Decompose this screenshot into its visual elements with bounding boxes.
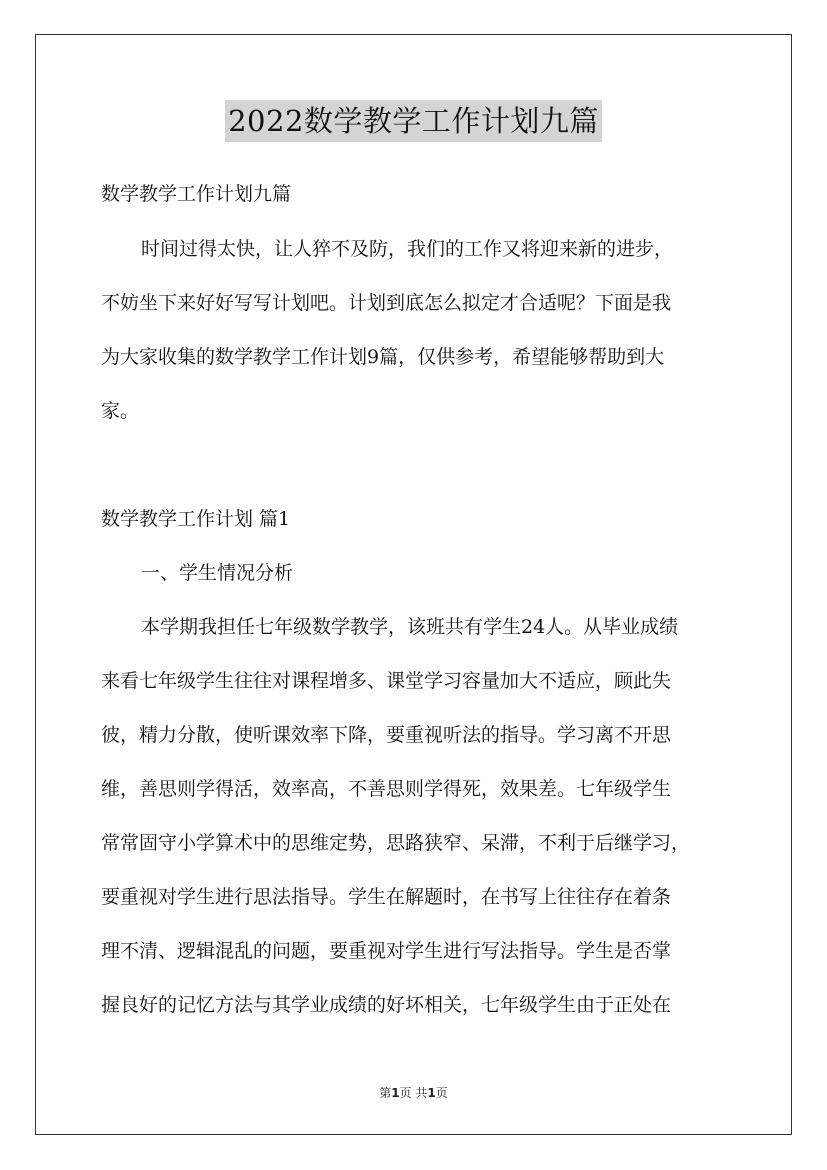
- footer-page-suffix: 页: [435, 1086, 448, 1100]
- intro-line: 不妨坐下来好好写写计划吧。计划到底怎么拟定才合适呢？下面是我: [101, 292, 672, 314]
- document-title: [0, 100, 827, 142]
- footer-page-total: 1: [427, 1086, 436, 1100]
- body-line: 常常固守小学算术中的思维定势，思路狭窄、呆滞，不利于后继学习，: [101, 832, 691, 854]
- body-line: 本学期我担任七年级数学教学，该班共有学生24人。从毕业成绩: [141, 616, 679, 638]
- footer-page-mid: 页 共: [399, 1086, 428, 1100]
- intro-line: 时间过得太快，让人猝不及防，我们的工作又将迎来新的进步，: [141, 238, 674, 260]
- body-line: 来看七年级学生往往对课程增多、课堂学习容量加大不适应，顾此失: [101, 670, 672, 692]
- body-line: 理不清、逻辑混乱的问题，要重视对学生进行写法指导。学生是否掌: [101, 940, 672, 962]
- footer-page-current: 1: [391, 1086, 400, 1100]
- intro-line: 家。: [101, 400, 140, 422]
- body-line: 握良好的记忆方法与其学业成绩的好坏相关，七年级学生由于正处在: [101, 994, 672, 1016]
- page-footer: [0, 1085, 827, 1101]
- document-subtitle: 数学教学工作计划九篇: [101, 183, 292, 205]
- subsection-heading: 一、学生情况分析: [141, 562, 294, 584]
- document-title-text: 2022数学教学工作计划九篇: [225, 100, 602, 142]
- body-line: 彼，精力分散，使听课效率下降，要重视听法的指导。学习离不开思: [101, 724, 672, 746]
- body-line: 维，善思则学得活，效率高，不善思则学得死，效果差。七年级学生: [101, 778, 672, 800]
- footer-page-prefix: 第: [379, 1086, 392, 1100]
- intro-line: 为大家收集的数学教学工作计划9篇，仅供参考，希望能够帮助到大: [101, 346, 665, 368]
- body-line: 要重视对学生进行思法指导。学生在解题时，在书写上往往存在着条: [101, 886, 672, 908]
- section-heading: 数学教学工作计划 篇1: [101, 508, 291, 530]
